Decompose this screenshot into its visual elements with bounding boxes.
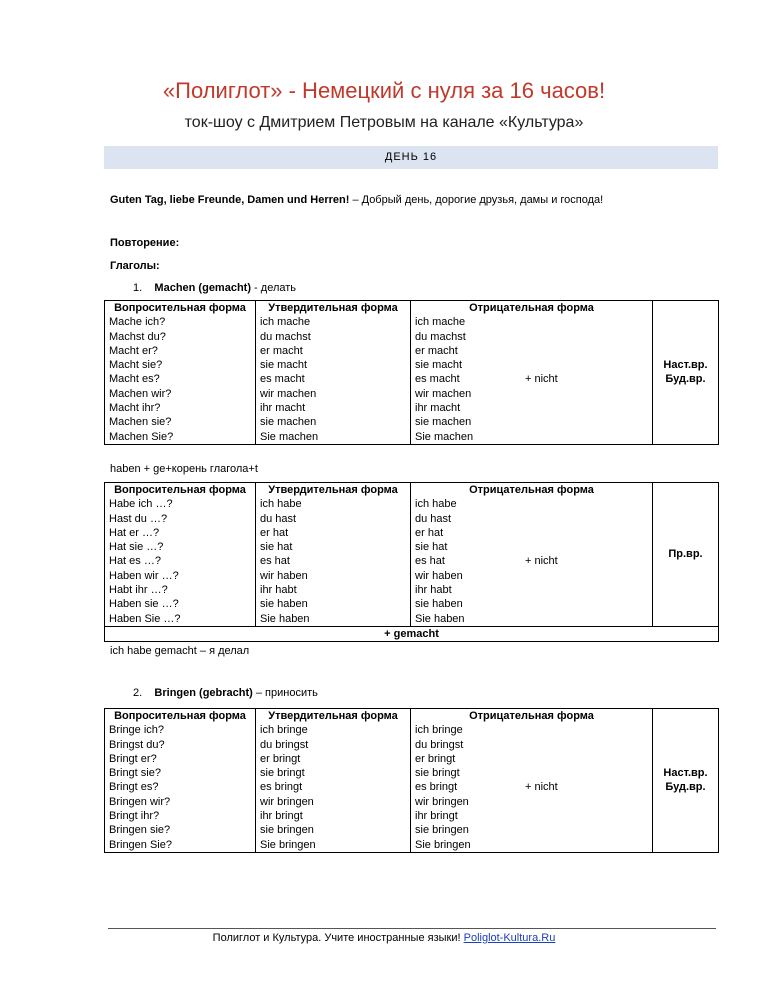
- verb2-table: [104, 708, 719, 853]
- negative-suffix: + nicht: [525, 373, 558, 386]
- perfect-rule: haben + ge+корень глагола+t: [110, 463, 258, 475]
- verb1-translation: - делать: [251, 282, 297, 294]
- page-subtitle: ток-шоу с Дмитрием Петровым на канале «Культура»: [184, 114, 584, 131]
- page-title: «Полиглот» - Немецкий с нуля за 16 часов!: [162, 78, 606, 103]
- footer-link[interactable]: Poliglot-Kultura.Ru: [463, 932, 556, 944]
- negative-cell: [411, 315, 653, 444]
- footer: [0, 932, 768, 944]
- col-affirmative-header: Утвердительная форма: [256, 709, 411, 724]
- question-forms: Bringe ich? Bringst du? Bringt er? Bringt sie? Bringt es? Bringen wir? Bringt ihr? Bringen sie? Bringen Sie?: [105, 723, 256, 852]
- negative-forms: ich mache du machst er macht sie macht es macht wir machen ihr macht sie machen Sie machen: [415, 316, 474, 443]
- col-negative-header: Отрицательная форма: [411, 483, 653, 498]
- question-forms: Mache ich? Machst du? Macht er? Macht sie? Macht es? Machen wir? Macht ihr? Machen sie? Machen Sie?: [105, 315, 256, 444]
- greeting-line: [110, 193, 603, 207]
- verb2-name: Bringen (gebracht): [154, 687, 253, 699]
- tense-cell: Наст.вр. Буд.вр.: [653, 709, 719, 853]
- day-banner: ДЕНЬ 16: [104, 146, 718, 169]
- verb1-number: 1.: [133, 282, 143, 294]
- verb2-translation: – приносить: [252, 687, 318, 699]
- affirmative-forms: ich mache du machst er macht sie macht es macht wir machen ihr macht sie machen Sie machen: [256, 315, 411, 444]
- tense-cell: Наст.вр. Буд.вр.: [653, 301, 719, 445]
- col-question-header: Вопросительная форма: [105, 483, 256, 498]
- col-question-header: Вопросительная форма: [105, 301, 256, 316]
- perfect-table: [104, 482, 719, 642]
- verbs-label: Глаголы:: [110, 260, 160, 272]
- negative-suffix: + nicht: [525, 781, 558, 794]
- negative-suffix: + nicht: [525, 555, 558, 568]
- col-negative-header: Отрицательная форма: [411, 709, 653, 724]
- footer-text: Полиглот и Культура. Учите иностранные языки!: [212, 932, 464, 944]
- negative-forms: ich habe du hast er hat sie hat es hat wir haben ihr habt sie haben Sie haben: [415, 498, 465, 625]
- col-affirmative-header: Утвердительная форма: [256, 483, 411, 498]
- col-affirmative-header: Утвердительная форма: [256, 301, 411, 316]
- negative-forms: ich bringe du bringst er bringt sie bringt es bringt wir bringen ihr bringt sie bringen Sie bringen: [415, 724, 471, 851]
- affirmative-forms: ich bringe du bringst er bringt sie bringt es bringt wir bringen ihr bringt sie bringen Sie bringen: [256, 723, 411, 852]
- verb2-heading: [133, 686, 318, 700]
- review-label: Повторение:: [110, 237, 180, 249]
- footer-divider: [108, 928, 716, 929]
- greeting-russian: – Добрый день, дорогие друзья, дамы и господа!: [349, 194, 604, 206]
- negative-cell: [411, 723, 653, 852]
- greeting-german: Guten Tag, liebe Freunde, Damen und Herren!: [110, 194, 350, 206]
- tense-cell: Пр.вр.: [653, 483, 719, 627]
- verb1-name: Machen (gemacht): [154, 282, 251, 294]
- col-negative-header: Отрицательная форма: [411, 301, 653, 316]
- verb1-heading: [133, 281, 296, 295]
- verb2-number: 2.: [133, 687, 143, 699]
- perfect-example: ich habe gemacht – я делал: [110, 645, 250, 657]
- negative-cell: [411, 497, 653, 626]
- question-forms: Habe ich …? Hast du …? Hat er …? Hat sie …? Hat es …? Haben wir …? Habt ihr …? Haben sie …? Haben Sie …?: [105, 497, 256, 626]
- col-question-header: Вопросительная форма: [105, 709, 256, 724]
- participle-row: + gemacht: [105, 626, 719, 641]
- verb1-table: [104, 300, 719, 445]
- affirmative-forms: ich habe du hast er hat sie hat es hat wir haben ihr habt sie haben Sie haben: [256, 497, 411, 626]
